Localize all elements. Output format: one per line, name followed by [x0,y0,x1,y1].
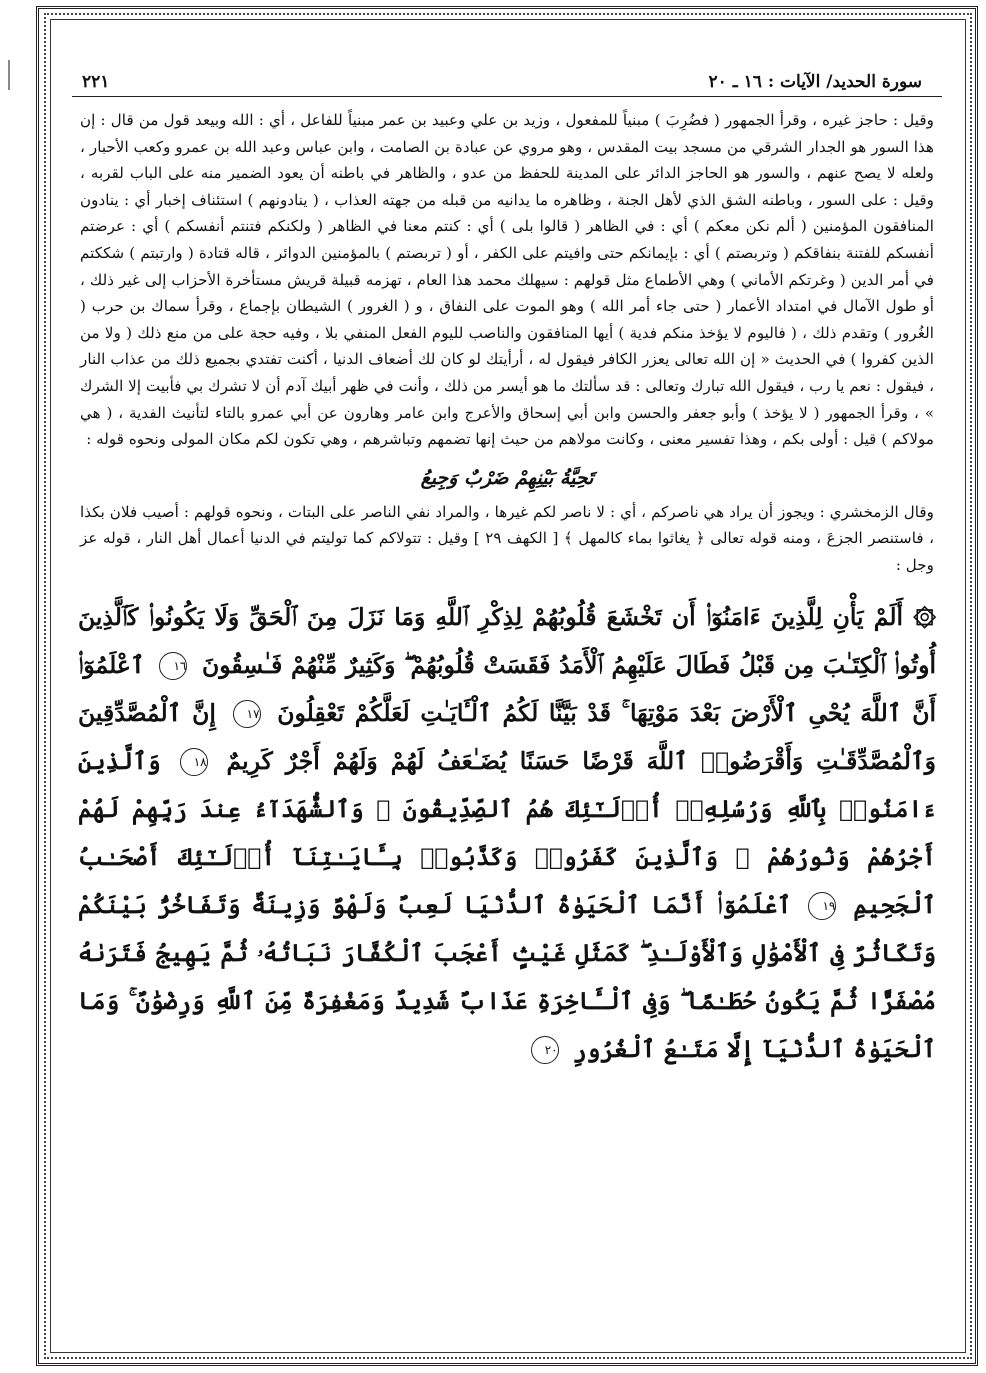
poetry-verse: تَحِيَّةُ بَيْنِهِمْ ضَرْبٌ وَجِيعُ [420,466,594,489]
commentary-block [72,107,942,453]
commentary-block-2 [72,499,942,579]
ayah-number-marker: ٢٠ [531,1036,559,1064]
ayah-number-marker: ١٨ [180,748,208,776]
ayah-text: إِنَّ ٱلْمُصَّدِّقِينَ وَٱلْمُصَّدِّقَـٰتِ وَأَقْرَضُوا۟ ٱللَّهَ قَرْضًا حَسَنًا يُضَـٰعَفُ لَهُمْ وَلَهُمْ أَجْرٌ كَرِيمٌ [78,698,936,775]
surah-title: سورة الحديد/ الآيات : ١٦ ـ ٢٠ [708,72,922,92]
ayah-number-marker: ١٧ [233,700,261,728]
running-header [72,58,942,97]
ayah-text: ٱعْلَمُوٓا۟ أَنَّمَا ٱلْحَيَوٰةُ ٱلدُّنْيَا لَعِبٌ وَلَهْوٌ وَزِينَةٌ وَتَفَاخُرٌۢ بَيْنَكُمْ وَتَكَاثُرٌ فِى ٱلْأَمْوَٰلِ وَٱلْأَوْلَـٰدِ ۖ كَمَثَلِ غَيْثٍ أَعْجَبَ ٱلْكُفَّارَ نَبَاتُهُۥ ثُمَّ يَهِيجُ فَتَرَىٰهُ مُصْفَرًّا ثُمَّ يَكُونُ حُطَـٰمًا ۖ وَفِى ٱلْـَٔاخِرَةِ عَذَابٌ شَدِيدٌ وَمَغْفِرَةٌ مِّنَ ٱللَّهِ وَرِضْوَٰنٌ ۚ وَمَا ٱلْحَيَوٰةُ ٱلدُّنْيَآ إِلَّا مَتَـٰعُ ٱلْغُرُورِ [78,890,936,1063]
ayah-text: ۞ أَلَمْ يَأْنِ لِلَّذِينَ ءَامَنُوٓا۟ أَن تَخْشَعَ قُلُوبُهُمْ لِذِكْرِ ٱللَّهِ وَمَا نَزَلَ مِنَ ٱلْحَقِّ وَلَا يَكُونُوا۟ كَٱلَّذِينَ أُوتُوا۟ ٱلْكِتَـٰبَ مِن قَبْلُ فَطَالَ عَلَيْهِمُ ٱلْأَمَدُ فَقَسَتْ قُلُوبُهُمْ ۖ وَكَثِيرٌ مِّنْهُمْ فَـٰسِقُونَ [78,602,936,679]
ayah-number-marker: ١٩ [808,892,836,920]
page-number: ٢٢١ [82,72,110,92]
quran-text [72,593,942,1073]
book-page [72,58,942,1338]
commentary-paragraph: وقال الزمخشري : ويجوز أن يراد هي ناصركم ، أي : لا ناصر لكم غيرها ، والمراد نفي الناصر على البتات ، ونحوه قولهم : أصيب فلان بكذا ، فاستنصر الجزعَ ، ومنه قوله تعالى ﴿ يغاثوا بماء كالمهل ﴾ [ الكهف ٢٩ ] وقيل : تتولاكم كما توليتم في الدنيا أعمال أهل النار ، قوله عز وجل : [80,502,934,574]
ayah-text: وَٱلَّذِينَ ءَامَنُوا۟ بِٱللَّهِ وَرُسُلِهِۦٓ أُو۟لَـٰٓئِكَ هُمُ ٱلصِّدِّيقُونَ ۖ وَٱلشُّهَدَآءُ عِندَ رَبِّهِمْ لَهُمْ أَجْرُهُمْ وَنُورُهُمْ ۖ وَٱلَّذِينَ كَفَرُوا۟ وَكَذَّبُوا۟ بِـَٔايَـٰتِنَآ أُو۟لَـٰٓئِكَ أَصْحَـٰبُ ٱلْجَحِيمِ [78,746,937,919]
ayah-text: ٱعْلَمُوٓا۟ أَنَّ ٱللَّهَ يُحْىِ ٱلْأَرْضَ بَعْدَ مَوْتِهَا ۚ قَدْ بَيَّنَّا لَكُمُ ٱلْـَٔايَـٰتِ لَعَلَّكُمْ تَعْقِلُونَ [78,650,937,727]
commentary-paragraph: وقيل : حاجز غيره ، وقرأ الجمهور ( فضُرِبَ ) مبنياً للمفعول ، وزيد بن علي وعبيد بن عمر مبنياً للفاعل ، أي : الله وبيعد قول من قال : إن هذا السور هو الجدار الشرقي من مسجد بيت المقدس ، وهو مروي عن عبادة بن الصامت ، وابن عباس وعبد الله بن عمرو وكعب الأحبار ، ولعله لا يصح عنهم ، والسور هو الحاجز الدائر على المدينة للحفظ من عدو ، والظاهر في باطنه أن يعود الضمير منه على الباب لقربه ، وقيل : على السور ، وباطنه الشق الذي لأهل الجنة ، وظاهره ما يدانيه من قبله من جهته العذاب ، ( ينادونهم ) استئناف إخبار أي : ينادون المنافقون المؤمنين ( ألم نكن معكم ) أي : في الظاهر ( قالوا بلى ) أي : كنتم معنا في الظاهر ( ولكنكم فتنتم أنفسكم ) أي : عرضتم أنفسكم للفتنة بنفاقكم ( وتربصتم ) أي : بإيمانكم حتى وافيتم على الكفر ، أو ( تربصتم ) بالمؤمنين الدوائر ، قاله قتادة ( وارتبتم ) شككتم في أمر الدين ( وغرتكم الأماني ) وهي الأطماع مثل قولهم : سيهلك محمد هذا العام ، تهزمه قبيلة قريش مستأخرة الأحزاب إلى غير ذلك ، أو طول الآمال في امتداد الأعمار ( حتى جاء أمر الله ) وهو الموت على النفاق ، و ( الغرور ) الشيطان بإجماع ، وقرأ سماك بن حرب ( الغُرور ) وتقدم ذلك ، ( فاليوم لا يؤخذ منكم فدية ) أيها المنافقون والناصب لليوم الفعل المنفي بلا ، وفيه حجة على من منع ذلك ( ولا من الذين كفروا ) في الحديث « إن الله تعالى يعزر الكافر فيقول له ، أرأيتك لو كان لك أضعاف الدنيا ، أكنت تفتدي بجميع ذلك من عذاب النار ، فيقول : نعم يا رب ، فيقول الله تبارك وتعالى : قد سألتك ما هو أيسر من ذلك ، وأنت في ظهر أبيك آدم أن لا تشرك بي فأبيت إلا الشرك » ، وقرأ الجمهور ( لا يؤخذ ) وأبو جعفر والحسن وابن أبي إسحاق والأعرج وابن عامر وهارون عن أبي عمرو بالتاء لتأنيث الفدية ، ( هي مولاكم ) قيل : أولى بكم ، وهذا تفسير معنى ، وكانت مولاهم من حيث إنها تضمهم وتباشرهم ، وهي تكون لكم مكان المولى ونحوه قوله : [80,111,934,449]
ayah-number-marker: ١٦ [159,652,187,680]
margin-mark [8,60,10,90]
